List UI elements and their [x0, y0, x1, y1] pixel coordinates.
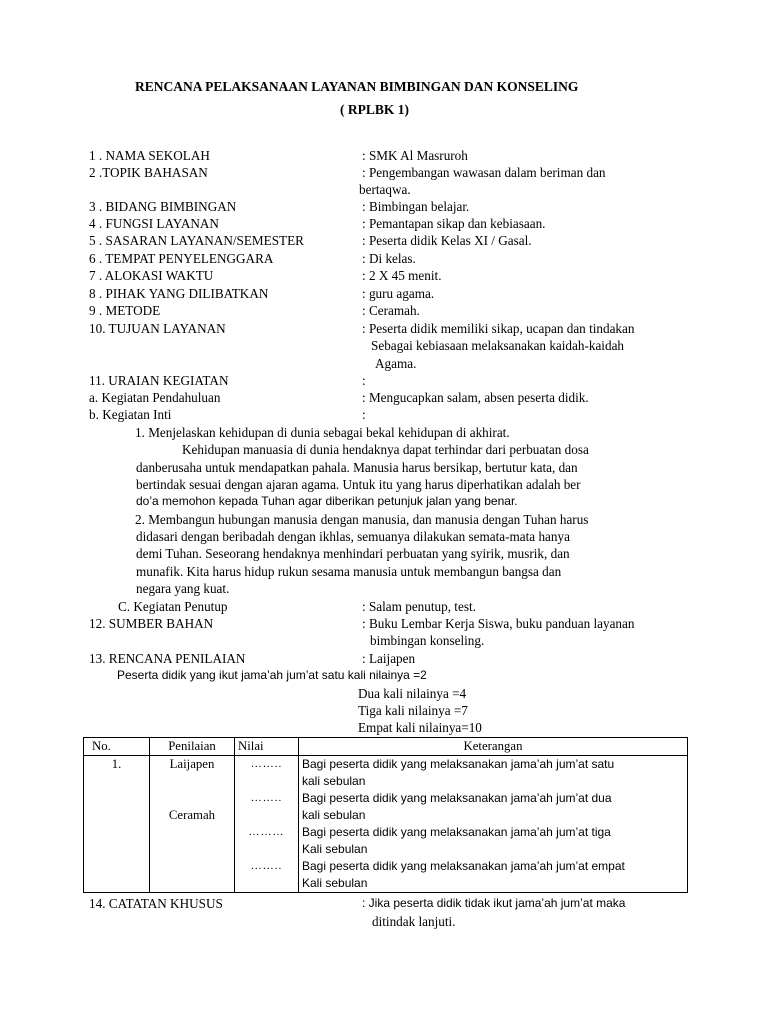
paragraph-2-line: munafik. Kita harus hidup rukun sesama manusia untuk membangun bangsa dan — [136, 564, 562, 579]
kegiatan-penutup-value: : Salam penutup, test. — [362, 599, 476, 614]
rencana-penilaian-label: 13. RENCANA PENILAIAN — [89, 651, 246, 666]
header-penilaian: Penilaian — [150, 738, 235, 756]
kegiatan-inti-label: b. Kegiatan Inti — [89, 407, 172, 422]
paragraph-1-line: Kehidupan manuasia di dunia hendaknya dapat terhindar dari perbuatan dosa — [182, 442, 589, 457]
nilai-dots: …….. — [250, 792, 283, 804]
header-keterangan: Keterangan — [299, 738, 688, 756]
keterangan-line: Bagi peserta didik yang melaksanakan jama’ah jum’at satu — [302, 757, 615, 771]
nilai-dots: …….. — [250, 758, 283, 770]
field-value: : Ceramah. — [362, 303, 420, 318]
penilaian-rule: Dua kali nilainya =4 — [358, 686, 467, 701]
header-nilai: Nilai — [235, 738, 299, 756]
row-number: 1. — [111, 757, 122, 771]
field-label: 10. TUJUAN LAYANAN — [89, 321, 226, 336]
kegiatan-penutup-label: C. Kegiatan Penutup — [118, 599, 228, 614]
table-header-row — [84, 738, 688, 756]
table-row — [84, 756, 688, 893]
paragraph-2-line: negara yang kuat. — [136, 581, 230, 596]
keterangan-line: Kali sebulan — [302, 842, 368, 856]
field-label: 4 . FUNGSI LAYANAN — [89, 216, 219, 231]
keterangan-line: Kali sebulan — [302, 876, 368, 890]
sumber-bahan-value: : Buku Lembar Kerja Siswa, buku panduan layanan — [362, 616, 635, 631]
keterangan-line: Bagi peserta didik yang melaksanakan jama’ah jum’at empat — [302, 859, 625, 873]
field-label: 5 . SASARAN LAYANAN/SEMESTER — [89, 233, 304, 248]
paragraph-2-line: demi Tuhan. Seseorang hendaknya menhindari perbuatan yang syirik, musrik, dan — [136, 546, 570, 561]
uraian-colon: : — [362, 373, 366, 388]
kegiatan-inti-colon: : — [362, 407, 366, 422]
catatan-khusus-label: 14. CATATAN KHUSUS — [89, 896, 223, 911]
nilai-dots: ……… — [248, 826, 285, 838]
kegiatan-pendahuluan-label: a. Kegiatan Pendahuluan — [89, 390, 221, 405]
paragraph-1-heading: 1. Menjelaskan kehidupan di dunia sebagai bekal kehidupan di akhirat. — [135, 425, 510, 440]
cell-keterangan — [299, 756, 688, 893]
kegiatan-pendahuluan-value: : Mengucapkan salam, absen peserta didik. — [362, 390, 589, 405]
keterangan-line: Bagi peserta didik yang melaksanakan jama’ah jum’at tiga — [302, 825, 611, 839]
penilaian-rule: Empat kali nilainya=10 — [358, 720, 482, 735]
paragraph-2-line: didasari dengan beribadah dengan ikhlas, semuanya dilakukan semata-mata hanya — [136, 529, 570, 544]
field-value: : Pengembangan wawasan dalam beriman dan — [362, 165, 606, 180]
penilaian-rule: Peserta didik yang ikut jama’ah jum’at satu kali nilainya =2 — [117, 668, 427, 682]
header-no: No. — [84, 738, 150, 756]
cell-no — [84, 756, 150, 893]
keterangan-line: kali sebulan — [302, 808, 366, 822]
document-title: RENCANA PELAKSANAAN LAYANAN BIMBINGAN DAN KONSELING — [135, 79, 579, 94]
sumber-bahan-label: 12. SUMBER BAHAN — [89, 616, 214, 631]
field-value: : Bimbingan belajar. — [362, 199, 470, 214]
keterangan-line: Bagi peserta didik yang melaksanakan jama’ah jum’at dua — [302, 791, 612, 805]
field-value: : guru agama. — [362, 286, 435, 301]
sumber-bahan-continued: bimbingan konseling. — [370, 633, 485, 648]
field-value: : Pemantapan sikap dan kebiasaan. — [362, 216, 546, 231]
field-label: 3 . BIDANG BIMBINGAN — [89, 199, 237, 214]
penilaian-table — [83, 737, 688, 893]
nilai-dots: …….. — [250, 860, 283, 872]
paragraph-1-line: danberusaha untuk mendapatkan pahala. Manusia harus bersikap, bertutur kata, dan — [136, 460, 578, 475]
field-value: : Peserta didik memiliki sikap, ucapan dan tindakan — [362, 321, 635, 336]
field-value: : Di kelas. — [362, 251, 416, 266]
field-label: 6 . TEMPAT PENYELENGGARA — [89, 251, 274, 266]
field-value-continued: Agama. — [375, 356, 417, 371]
penilaian-rule: Tiga kali nilainya =7 — [358, 703, 468, 718]
catatan-khusus-value: : Jika peserta didik tidak ikut jama’ah jum’at maka — [362, 896, 626, 910]
uraian-label: 11. URAIAN KEGIATAN — [89, 373, 229, 388]
paragraph-2-heading: 2. Membangun hubungan manusia dengan manusia, dan manusia dengan Tuhan harus — [135, 512, 589, 527]
paragraph-1-line: do’a memohon kepada Tuhan agar diberikan petunjuk jalan yang benar. — [136, 494, 518, 508]
field-value-continued: Sebagai kebiasaan melaksanakan kaidah-kaidah — [371, 338, 625, 353]
cell-penilaian — [150, 756, 235, 893]
paragraph-1-line: bertindak sesuai dengan ajaran agama. Untuk itu yang harus diperhatikan adalah ber — [136, 477, 581, 492]
field-value-continued: bertaqwa. — [359, 182, 411, 197]
field-label: 2 .TOPIK BAHASAN — [89, 165, 208, 180]
penilaian-ceramah: Ceramah — [168, 808, 216, 822]
catatan-khusus-continued: ditindak lanjuti. — [372, 914, 456, 929]
cell-nilai — [235, 756, 299, 893]
penilaian-laijapen: Laijapen — [169, 757, 215, 771]
field-value: : 2 X 45 menit. — [362, 268, 442, 283]
field-label: 1 . NAMA SEKOLAH — [89, 148, 210, 163]
field-value: : Peserta didik Kelas XI / Gasal. — [362, 233, 532, 248]
rencana-penilaian-value: : Laijapen — [362, 651, 416, 666]
keterangan-line: kali sebulan — [302, 774, 366, 788]
document-subtitle: ( RPLBK 1) — [340, 102, 409, 117]
field-value: : SMK Al Masruroh — [362, 148, 468, 163]
field-label: 8 . PIHAK YANG DILIBATKAN — [89, 286, 269, 301]
field-label: 7 . ALOKASI WAKTU — [89, 268, 214, 283]
field-label: 9 . METODE — [89, 303, 161, 318]
